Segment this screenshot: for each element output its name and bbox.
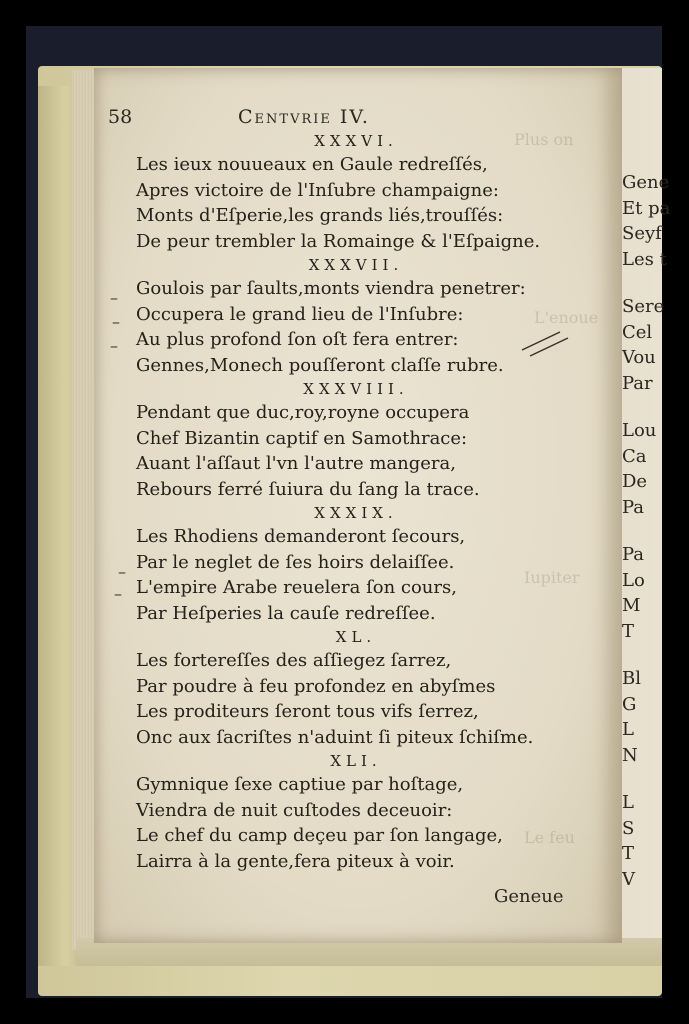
verse-line: Auant l'aſſaut l'vn l'autre mangera, — [136, 453, 456, 474]
show-through-text: Le feu — [524, 828, 575, 847]
facing-page-fragment: Lou — [622, 420, 657, 441]
catchword: Geneue — [494, 886, 564, 907]
page-number: 58 — [108, 106, 133, 128]
facing-page-fragment: Cel — [622, 321, 653, 343]
verse-line: Pendant que duc,roy,royne occupera — [136, 402, 470, 423]
facing-page-fragment: S — [622, 817, 635, 839]
verse-line: Par poudre à feu profondez en abyſmes — [136, 675, 496, 697]
margin-mark: – — [112, 312, 120, 331]
verse-line: Les proditeurs ſeront tous vifs ſerrez, — [136, 701, 479, 722]
margin-mark: – — [114, 584, 122, 603]
verse-line: Au plus profond ſon oſt fera entrer: — [136, 329, 459, 350]
verse-line: Occupera le grand lieu de l'Inſubre: — [136, 303, 464, 325]
facing-page-fragment: T — [622, 843, 635, 864]
verse-line: Goulois par ſaults,monts viendra penetrer: — [136, 278, 526, 299]
stanza-number: XXXVII. — [308, 256, 404, 274]
verse-line: Apres victoire de l'Inſubre champaigne: — [136, 179, 499, 201]
verse-line: Chef Bizantin captif en Samothrace: — [136, 427, 468, 449]
margin-mark: – — [110, 288, 118, 307]
facing-page-fragment: L — [622, 792, 634, 813]
facing-page-fragment: L — [622, 719, 634, 740]
facing-page-fragment: De — [622, 471, 648, 492]
facing-page-fragment: Seyf — [622, 223, 662, 244]
verse-line: De peur trembler la Romainge & l'Eſpaigne. — [136, 230, 541, 252]
facing-page-fragment: M — [622, 595, 641, 616]
margin-mark: – — [118, 562, 126, 581]
verse-line: Onc aux ſacriſtes n'aduint ſi piteux ſchiſme. — [136, 726, 534, 748]
facing-page-fragment: Et pa — [622, 197, 671, 219]
stanza-number: XXXIX. — [314, 504, 398, 522]
stanza-number: XXXVI. — [314, 132, 398, 150]
facing-page-fragment: V — [622, 868, 635, 890]
verse-line: Le chef du camp deçeu par ſon langage, — [136, 825, 503, 846]
verse-line: Monts d'Eſperie,les grands liés,trouſſés: — [136, 205, 504, 226]
facing-page-fragment: G — [622, 693, 637, 715]
facing-page-fragment: Ca — [622, 445, 647, 467]
margin-mark: – — [110, 336, 118, 355]
verse-line: Par Heſperies la cauſe redreſſee. — [136, 602, 436, 624]
show-through-text: Plus on — [514, 130, 574, 149]
verse-line: Gennes,Monech pouſſeront claſſe rubre. — [136, 354, 504, 376]
verse-line: L'empire Arabe reuelera ſon cours, — [136, 577, 457, 598]
facing-page-fragment: Gene — [622, 172, 670, 193]
facing-page-fragment: Pa — [622, 544, 645, 565]
show-through-text: L'enoue — [534, 308, 599, 327]
facing-page-fragment: Vou — [622, 347, 656, 368]
facing-page-fragment: Les t — [622, 248, 667, 270]
facing-page-fragment: Pa — [622, 496, 645, 518]
facing-page-fragment: N — [622, 744, 638, 766]
verse-line: Gymnique ſexe captiue par hoſtage, — [136, 774, 464, 795]
facing-page-fragment: T — [622, 620, 635, 642]
verse-line: Les forterеſſes des aſſiegez ſarrez, — [136, 650, 452, 671]
verse-line: Lairra à la gente,fera piteux à voir. — [136, 850, 455, 872]
running-title: Centvrie IV. — [238, 106, 370, 128]
facing-page-fragment: Sere — [622, 296, 665, 317]
verse-line: Les Rhodiens demanderont ſecours, — [136, 526, 466, 547]
facing-page-fragment: Lo — [622, 569, 645, 591]
stanza-number: XLI. — [330, 752, 382, 770]
stanza-number: XL. — [335, 628, 377, 646]
stanza-number: XXXVIII. — [303, 380, 409, 398]
verse-line: Les ieux nouueaux en Gaule redreſſés, — [136, 154, 488, 175]
show-through-text: Iupiter — [524, 568, 580, 587]
quatrain-block — [136, 130, 576, 874]
verse-line: Viendra de nuit cuſtodes deceuoir: — [136, 799, 453, 821]
verse-line: Par le neglet de ſes hoirs delaiſſee. — [136, 551, 455, 573]
verse-line: Rebours ferré ſuiura du ſang la trace. — [136, 478, 480, 500]
facing-page-fragment: Bl — [622, 668, 641, 689]
facing-page-fragment: Par — [622, 372, 653, 394]
